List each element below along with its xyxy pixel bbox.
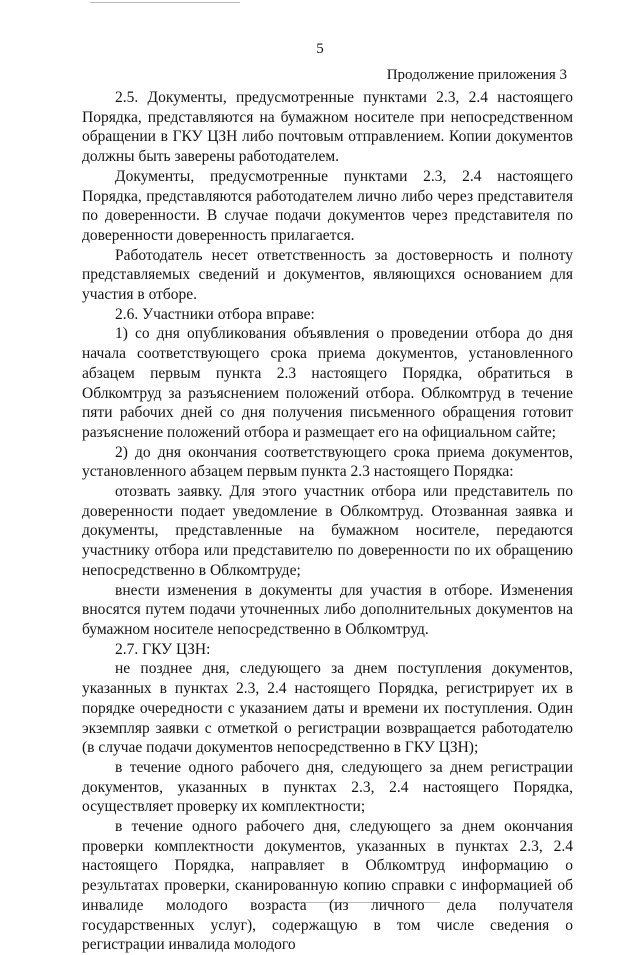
paragraph-amend-documents: внести изменения в документы для участия в отборе. Изменения вносятся путем подачи уточненных либо дополнительных документов на бумажном носителе непосредственно в Облкомтруд. bbox=[82, 581, 573, 638]
paragraph-2-7-heading: 2.7. ГКУ ЦЗН: bbox=[115, 640, 211, 658]
paragraph-2-6-item-2: 2) до дня окончания соответствующего срока приема документов, установленного абзацем первым пункта 2.3 настоящего Порядка: bbox=[82, 443, 573, 481]
paragraph-employer-responsibility: Работодатель несет ответственность за достоверность и полноту представляемых сведений и документов, являющихся основанием для участия в отборе. bbox=[82, 246, 573, 304]
paragraph-registration: не позднее дня, следующего за днем поступления документов, указанных в пунктах 2.3, 2.4 настоящего Порядка, регистрирует их в порядке очередности с указанием даты и времени их поступления. Один экземпляр заявки с отметкой о регистрации возвращается работодателю (в случае подачи документов непосредственно в ГКУ ЦЗН); bbox=[82, 660, 573, 757]
page-number: 5 bbox=[316, 41, 324, 57]
paragraph-2-6-item-1: 1) со дня опубликования объявления о проведении отбора до дня начала соответствующего срока приема документов, установленного абзацем первым пункта 2.3 настоящего Порядка, обратиться в Облкомтруд за разъяснением положений отбора. Облкомтруд в течение пяти рабочих дней со дня получения письменного обращения готовит разъяснение положений отбора и размещает его на официальном сайте; bbox=[82, 325, 573, 441]
document-body bbox=[82, 88, 573, 955]
paragraph-2-6-heading: 2.6. Участники отбора вправе: bbox=[115, 305, 315, 323]
paragraph-2-5: 2.5. Документы, предусмотренные пунктами 2.3, 2.4 настоящего Порядка, представляются на бумажном носителе при непосредственном обращении в ГКУ ЦЗН либо почтовым отправлением. Копии документов должны быть заверены работодателем. bbox=[82, 89, 573, 166]
paragraph-documents-submission: Документы, предусмотренные пунктами 2.3, 2.4 настоящего Порядка, представляются работодателем лично либо через представителя по доверенности. В случае подачи документов через представителя по доверенности доверенность прилагается. bbox=[82, 167, 573, 244]
scan-artifact-top bbox=[90, 2, 240, 3]
appendix-continuation-label: Продолжение приложения 3 bbox=[386, 67, 567, 83]
paragraph-completeness-check: в течение одного рабочего дня, следующего за днем регистрации документов, указанных в пунктах 2.3, 2.4 настоящего Порядка, осуществляет проверку их комплектности; bbox=[82, 758, 573, 816]
paragraph-withdraw-application: отозвать заявку. Для этого участник отбора или представитель по доверенности подает уведомление в Облкомтруд. Отозванная заявка и документы, представленные на бумажном носителе, передаются участнику отбора или представителю по доверенности по их обращению непосредственно в Облкомтруде; bbox=[82, 483, 573, 579]
paragraph-results-forwarding: в течение одного рабочего дня, следующего за днем окончания проверки комплектности документов, указанных в пунктах 2.3, 2.4 настоящего Порядка, направляет в Облкомтруд информацию о результатах проверки, сканированную копию справки с информацией об инвалиде молодого возраста (из личного дела получателя государственных услуг), содержащую в том числе сведения о регистрации инвалида молодого bbox=[82, 818, 573, 954]
